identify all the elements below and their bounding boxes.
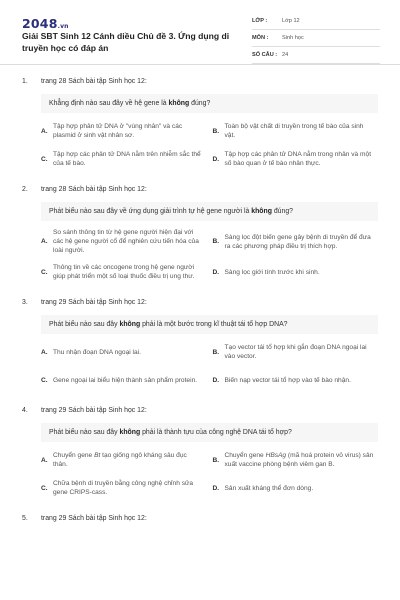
stem-text: Khẳng định nào sau đây về hệ gene là — [49, 100, 169, 107]
question-2 — [22, 183, 378, 286]
option-letter: D. — [212, 268, 220, 276]
meta-value: 24 — [282, 52, 289, 58]
stem-emphasis: không — [119, 429, 141, 436]
stem-text: đúng? — [189, 100, 211, 107]
question-header — [22, 75, 378, 88]
question-source: trang 29 Sách bài tập Sinh học 12: — [41, 299, 147, 306]
question-stem — [41, 94, 378, 113]
question-stem — [41, 315, 378, 334]
question-5 — [22, 512, 378, 525]
options — [41, 117, 378, 173]
question-source: trang 29 Sách bài tập Sinh học 12: — [41, 515, 147, 522]
question-source: trang 28 Sách bài tập Sinh học 12: — [41, 186, 147, 193]
option-b[interactable] — [213, 446, 379, 474]
option-text: Gene ngoại lai biểu hiện thành sản phẩm protein. — [53, 376, 198, 384]
question-number: 1. — [22, 78, 28, 85]
option-text: Biến nạp vector tái tổ hợp vào tế bào nhận. — [224, 376, 351, 384]
option-letter: B. — [212, 456, 220, 464]
question-header — [22, 512, 378, 525]
option-a[interactable] — [41, 117, 207, 145]
logo-text: 2048 — [22, 16, 58, 31]
question-stem — [41, 202, 378, 221]
meta-value: Sinh học — [282, 35, 304, 41]
stem-text: phải là một bước trong kĩ thuật tái tổ hợp DNA? — [140, 321, 288, 328]
option-d[interactable] — [213, 145, 379, 173]
option-letter: A. — [41, 348, 48, 356]
stem-text: Phát biểu nào sau đây về ứng dụng giải trình tự hệ gene người là — [49, 208, 252, 215]
option-letter: B. — [212, 348, 220, 356]
option-text — [53, 451, 207, 469]
option-letter: D. — [212, 155, 220, 163]
option-letter: B. — [212, 238, 220, 245]
option-c[interactable] — [41, 474, 207, 502]
option-letter: A. — [41, 456, 48, 464]
option-a[interactable] — [41, 225, 207, 258]
stem-emphasis: không — [168, 100, 190, 107]
page-title: Giải SBT Sinh 12 Cánh diều Chủ đề 3. Ứng dụng di truyền học có đáp án — [22, 31, 230, 53]
logo-tld: .vn — [57, 23, 69, 30]
option-text: Thông tin về các oncogene trong hệ gene người giúp phát triển một số loại thuốc điều trị ung thư. — [53, 264, 195, 280]
question-header — [22, 404, 378, 417]
stem-text: đúng? — [271, 208, 293, 215]
question-source: trang 28 Sách bài tập Sinh học 12: — [41, 78, 147, 85]
option-text: Thu nhận đoạn DNA ngoại lai. — [53, 348, 141, 356]
question-number: 2. — [22, 186, 28, 193]
stem-text: Phát biểu nào sau đây — [49, 321, 120, 328]
option-d[interactable] — [213, 258, 379, 286]
site-logo[interactable] — [22, 16, 69, 31]
gene-name: Bt — [94, 452, 101, 459]
option-letter: C. — [41, 268, 48, 276]
option-d[interactable] — [213, 474, 379, 502]
option-letter: A. — [41, 238, 48, 245]
question-3 — [22, 296, 378, 394]
question-number: 4. — [22, 407, 28, 414]
stem-text: phải là thành tựu của công nghệ DNA tái tổ hợp? — [140, 429, 292, 436]
option-d[interactable] — [213, 366, 379, 394]
option-c[interactable] — [41, 258, 207, 286]
meta-key: LỚP : — [252, 18, 268, 24]
option-b[interactable] — [213, 338, 379, 366]
option-b[interactable] — [213, 117, 379, 145]
options — [41, 338, 378, 394]
option-c[interactable] — [41, 366, 207, 394]
question-source: trang 29 Sách bài tập Sinh học 12: — [41, 407, 147, 414]
meta-value: Lớp 12 — [282, 18, 300, 24]
option-a[interactable] — [41, 446, 207, 474]
question-header — [22, 183, 378, 196]
option-text-part: Chuyển gene — [53, 452, 95, 459]
option-text-part: (mã hoá protein vỏ virus) sản xuất vaccine phòng bệnh viêm gan B. — [224, 452, 374, 468]
question-list — [0, 65, 378, 525]
option-text-part: tạo giống ngô kháng sâu đục thân. — [53, 452, 187, 468]
question-stem — [41, 423, 378, 442]
option-text: Sản xuất kháng thể đơn dòng. — [224, 484, 314, 492]
option-letter: B. — [212, 127, 220, 135]
option-letter: C. — [41, 484, 48, 492]
question-number: 3. — [22, 299, 28, 306]
option-a[interactable] — [41, 338, 207, 366]
options — [41, 446, 378, 502]
option-text: Tạo vector tái tổ hợp khi gắn đoạn DNA ngoại lai vào vector. — [224, 344, 367, 360]
gene-name: HBsAg — [265, 452, 287, 459]
stem-text: Phát biểu nào sau đây — [49, 429, 120, 436]
question-header — [22, 296, 378, 309]
header — [0, 0, 400, 65]
options — [41, 225, 378, 286]
meta-row-subject — [252, 30, 380, 47]
meta-row-class — [252, 13, 380, 30]
option-text: So sánh thông tin từ hệ gene người hiện đại với các hệ gene người cổ để nghiên cứu tiến hóa của loài người. — [53, 229, 199, 254]
option-text-part: Chuyển gene — [224, 452, 266, 459]
question-number: 5. — [22, 515, 28, 522]
option-text: Chữa bệnh di truyền bằng công nghệ chỉnh sửa gene CRIPS-cass. — [53, 480, 194, 496]
option-text: Sàng lọc đột biến gene gây bệnh di truyền để đưa ra các phương pháp điều trị thích hợp. — [224, 233, 371, 250]
option-letter: C. — [41, 376, 48, 384]
stem-emphasis: không — [119, 321, 141, 328]
option-letter: D. — [212, 376, 220, 384]
question-4 — [22, 404, 378, 502]
option-text: Tập hợp các phân tử DNA nằm trong nhân và một số bào quan ở tế bào nhân thực. — [224, 151, 372, 167]
meta-row-count — [252, 47, 380, 64]
option-text — [225, 451, 379, 469]
option-text: Toàn bộ vật chất di truyền trong tế bào của sinh vật. — [224, 123, 364, 139]
option-text: Sàng lọc giới tính trước khi sinh. — [224, 268, 320, 276]
meta-key: SỐ CÂU : — [252, 52, 278, 58]
option-text: Tập hợp các phân tử DNA nằm trên nhiễm sắc thể của tế bào. — [53, 151, 201, 167]
option-c[interactable] — [41, 145, 207, 173]
option-b[interactable] — [213, 225, 379, 258]
option-letter: A. — [41, 127, 48, 135]
meta-table — [252, 13, 380, 64]
option-letter: D. — [212, 484, 220, 492]
stem-emphasis: không — [251, 208, 272, 215]
meta-key: MÔN : — [252, 35, 269, 41]
option-letter: C. — [41, 155, 48, 163]
option-text: Tập hợp phân tử DNA ở "vùng nhân" và các plasmid ở sinh vật nhân sơ. — [53, 123, 183, 139]
question-1 — [22, 75, 378, 173]
